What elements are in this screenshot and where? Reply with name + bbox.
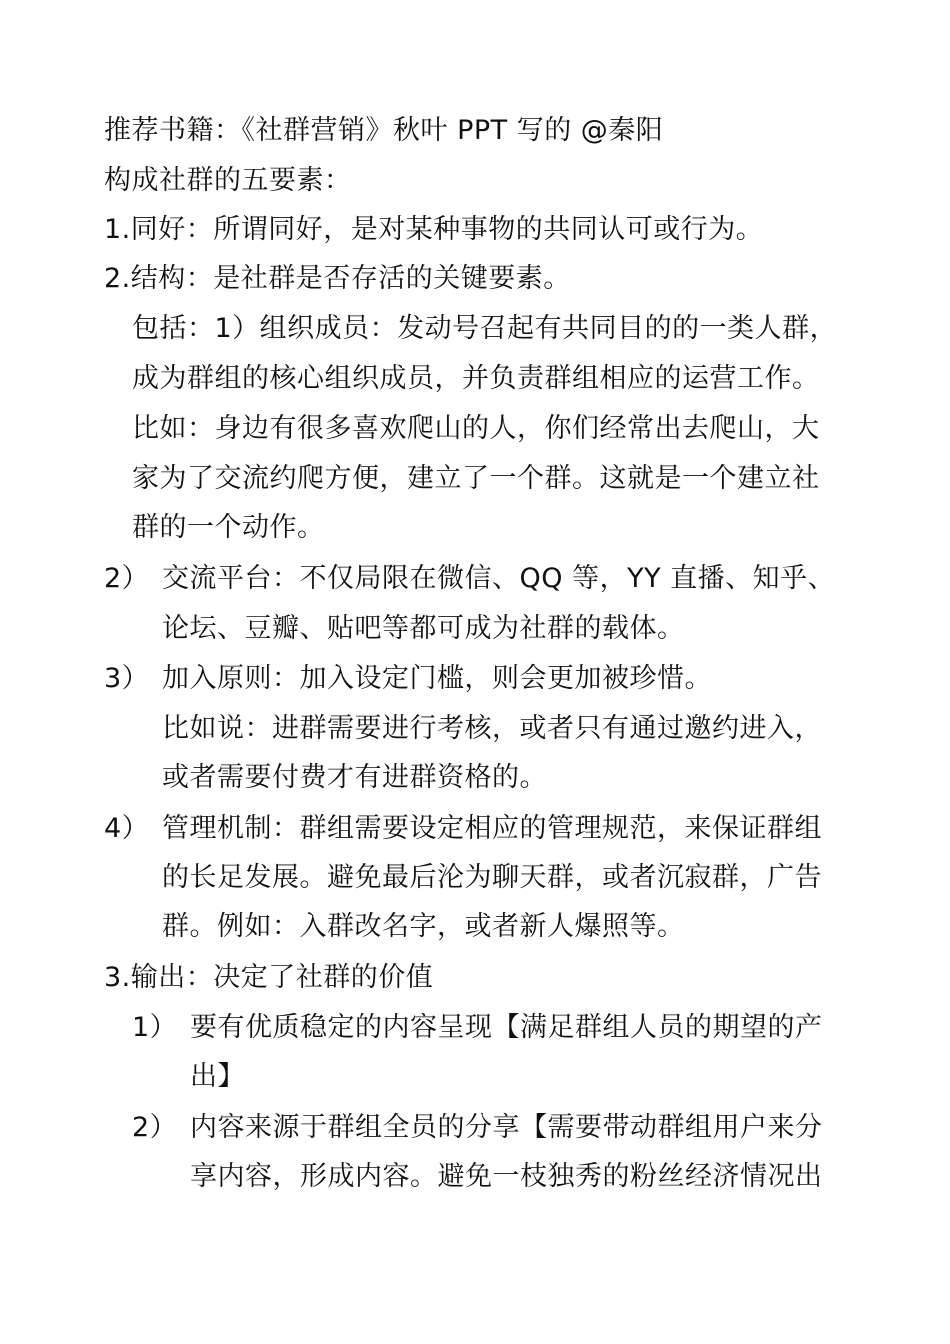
- item3-line: [104, 954, 433, 1002]
- item2-sub3-text1: 加入原则：加入设定门槛，则会更加被珍惜。: [162, 663, 712, 694]
- item2-sub3-example-line2: [162, 754, 547, 802]
- item1-number: 1.: [104, 214, 131, 245]
- item2-sub3-number-text: 3）: [104, 663, 150, 694]
- recommend-line: [104, 107, 663, 155]
- item2-sub1-text1: 包括：1）组织成员：发动号召起有共同目的的一类人群，: [132, 313, 838, 344]
- item2-sub3-number: [104, 655, 149, 703]
- item2-sub1-text2: 成为群组的核心组织成员，并负责群组相应的运营工作。: [132, 363, 820, 394]
- item3-sub2-line1: [190, 1104, 823, 1152]
- item2-sub3-example-text1: 比如说：进群需要进行考核，或者只有通过邀约进入，: [162, 713, 822, 744]
- item3-sub1-line1: [190, 1004, 823, 1052]
- item3-sub1-text1: 要有优质稳定的内容呈现【满足群组人员的期望的产: [190, 1012, 823, 1043]
- recommend-text: 推荐书籍：《社群营销》秋叶 PPT 写的 @秦阳: [104, 115, 664, 146]
- item2-sub1-example-line3: [132, 504, 325, 552]
- item3-sub2-line2: [190, 1153, 823, 1201]
- item2-sub2-text1: 交流平台：不仅局限在微信、QQ 等，YY 直播、知乎、: [162, 563, 836, 594]
- item2-sub2-text2: 论坛、豆瓣、贴吧等都可成为社群的载体。: [162, 613, 685, 644]
- item2-sub4-number: [104, 805, 149, 853]
- item2-sub3-example-text2: 或者需要付费才有进群资格的。: [162, 762, 547, 793]
- item2-sub2-line1: [162, 555, 835, 603]
- item2-line: [104, 255, 571, 303]
- item2-sub4-line2: [162, 854, 822, 902]
- item1-line: [104, 206, 763, 254]
- item2-sub4-line1: [162, 805, 822, 853]
- item2-sub2-number-text: 2）: [104, 563, 150, 594]
- five-elements-title-text: 构成社群的五要素：: [104, 165, 352, 196]
- five-elements-title: [104, 157, 352, 205]
- item2-sub4-text1: 管理机制：群组需要设定相应的管理规范，来保证群组: [162, 813, 822, 844]
- item3-text: 输出：决定了社群的价值: [130, 962, 434, 993]
- item3-sub2-text1: 内容来源于群组全员的分享【需要带动群组用户来分: [190, 1112, 823, 1143]
- item3-sub1-text2: 出】: [190, 1061, 245, 1092]
- item2-sub2-line2: [162, 605, 685, 653]
- item2-sub1-example-line2: [132, 455, 820, 503]
- item2-sub3-line1: [162, 655, 712, 703]
- item2-sub4-number-text: 4）: [104, 813, 150, 844]
- item1-text: 同好：所谓同好，是对某种事物的共同认可或行为。: [130, 214, 764, 245]
- item2-sub2-number: [104, 555, 149, 603]
- item2-sub1-example-text2: 家为了交流约爬方便，建立了一个群。这就是一个建立社: [132, 463, 820, 494]
- item3-sub2-number: [132, 1104, 177, 1152]
- item3-sub1-number: [132, 1004, 177, 1052]
- item3-sub1-number-text: 1）: [132, 1012, 178, 1043]
- item2-sub1-example-text1: 比如：身边有很多喜欢爬山的人，你们经常出去爬山，大: [132, 413, 820, 444]
- item2-sub1-line1: [132, 305, 837, 353]
- item2-sub1-example-line1: [132, 405, 820, 453]
- item3-sub2-number-text: 2）: [132, 1112, 178, 1143]
- item2-number: 2.: [104, 263, 131, 294]
- item3-sub2-text2: 享内容，形成内容。避免一枝独秀的粉丝经济情况出: [190, 1161, 823, 1192]
- item2-sub3-example-line1: [162, 705, 822, 753]
- item3-number: 3.: [104, 962, 131, 993]
- item2-sub1-line2: [132, 355, 820, 403]
- item2-sub4-text2: 的长足发展。避免最后沦为聊天群，或者沉寂群，广告: [162, 862, 822, 893]
- item2-sub4-text3: 群。例如：入群改名字，或者新人爆照等。: [162, 911, 685, 942]
- item2-sub1-example-text3: 群的一个动作。: [132, 512, 325, 543]
- item2-text: 结构：是社群是否存活的关键要素。: [130, 263, 571, 294]
- item2-sub4-line3: [162, 903, 685, 951]
- item3-sub1-line2: [190, 1053, 245, 1101]
